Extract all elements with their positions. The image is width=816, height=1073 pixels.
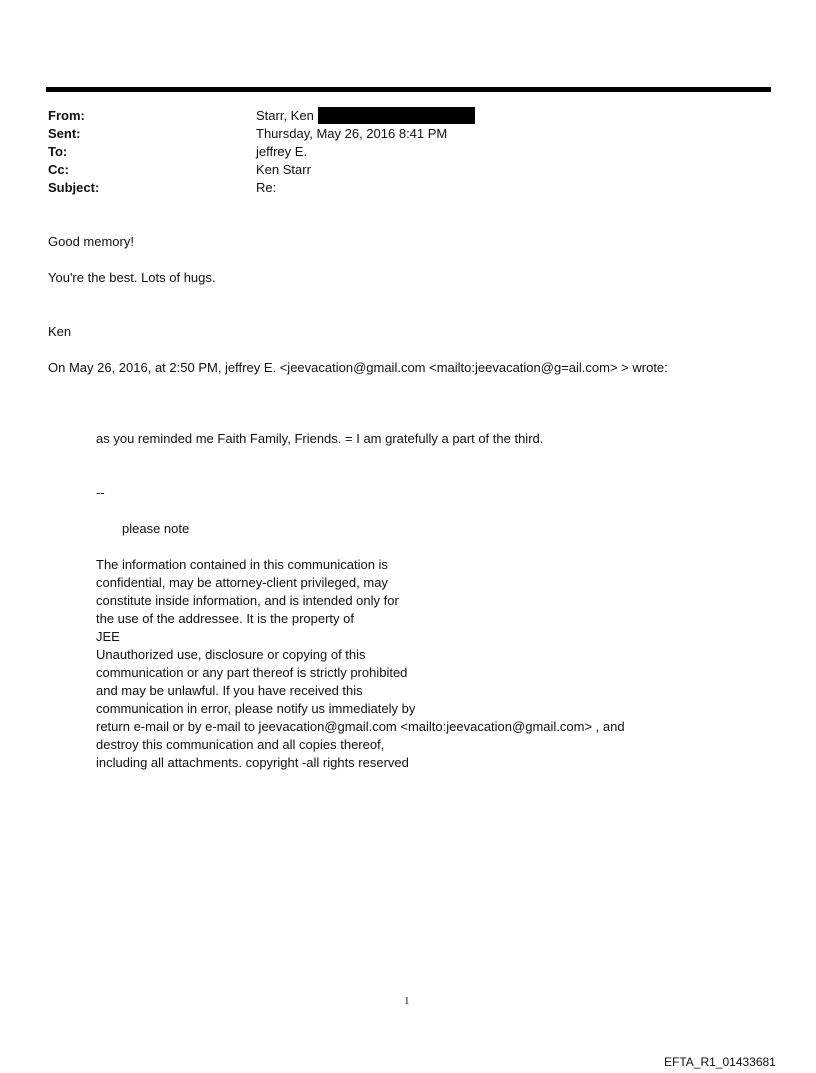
disclaimer-line: the use of the addressee. It is the property of bbox=[96, 611, 354, 626]
quoted-message: as you reminded me Faith Family, Friends. = I am gratefully a part of the third. bbox=[96, 431, 544, 446]
disclaimer-line: Unauthorized use, disclosure or copying of this bbox=[96, 647, 366, 662]
disclaimer-line: The information contained in this communication is bbox=[96, 557, 388, 572]
quote-intro: On May 26, 2016, at 2:50 PM, jeffrey E. <jeevacation@gmail.com <mailto:jeevacation@g=ail.com> > wrote: bbox=[48, 360, 668, 375]
from-label: From: bbox=[48, 108, 85, 123]
sent-value: Thursday, May 26, 2016 8:41 PM bbox=[256, 126, 448, 141]
cc-label: Cc: bbox=[48, 162, 69, 177]
disclaimer-line: confidential, may be attorney-client privileged, may bbox=[96, 575, 388, 590]
please-note: please note bbox=[122, 521, 190, 536]
to-value: jeffrey E. bbox=[256, 144, 308, 159]
subject-value: Re: bbox=[256, 180, 277, 195]
from-name: Starr, Ken bbox=[256, 108, 314, 123]
from-value bbox=[256, 107, 475, 125]
redaction-box bbox=[318, 107, 475, 124]
header-rule bbox=[46, 87, 771, 92]
page-number: 1 bbox=[404, 995, 410, 1007]
disclaimer bbox=[96, 556, 625, 772]
disclaimer-line: return e-mail or by e-mail to jeevacation@gmail.com <mailto:jeevacation@gmail.com> , and bbox=[96, 719, 625, 734]
body-line-2: You're the best. Lots of hugs. bbox=[48, 270, 216, 285]
disclaimer-line: JEE bbox=[96, 629, 120, 644]
to-label: To: bbox=[48, 144, 68, 159]
disclaimer-line: and may be unlawful. If you have received this bbox=[96, 683, 363, 698]
disclaimer-line: destroy this communication and all copies thereof, bbox=[96, 737, 385, 752]
disclaimer-line: including all attachments. copyright -all rights reserved bbox=[96, 755, 409, 770]
subject-label: Subject: bbox=[48, 180, 100, 195]
disclaimer-line: communication or any part thereof is strictly prohibited bbox=[96, 665, 408, 680]
disclaimer-line: communication in error, please notify us immediately by bbox=[96, 701, 416, 716]
separator: -- bbox=[96, 485, 105, 500]
sent-label: Sent: bbox=[48, 126, 81, 141]
cc-value: Ken Starr bbox=[256, 162, 311, 177]
disclaimer-line: constitute inside information, and is intended only for bbox=[96, 593, 399, 608]
signature: Ken bbox=[48, 324, 72, 339]
document-id: EFTA_R1_01433681 bbox=[664, 1055, 776, 1069]
body-line-1: Good memory! bbox=[48, 234, 134, 249]
